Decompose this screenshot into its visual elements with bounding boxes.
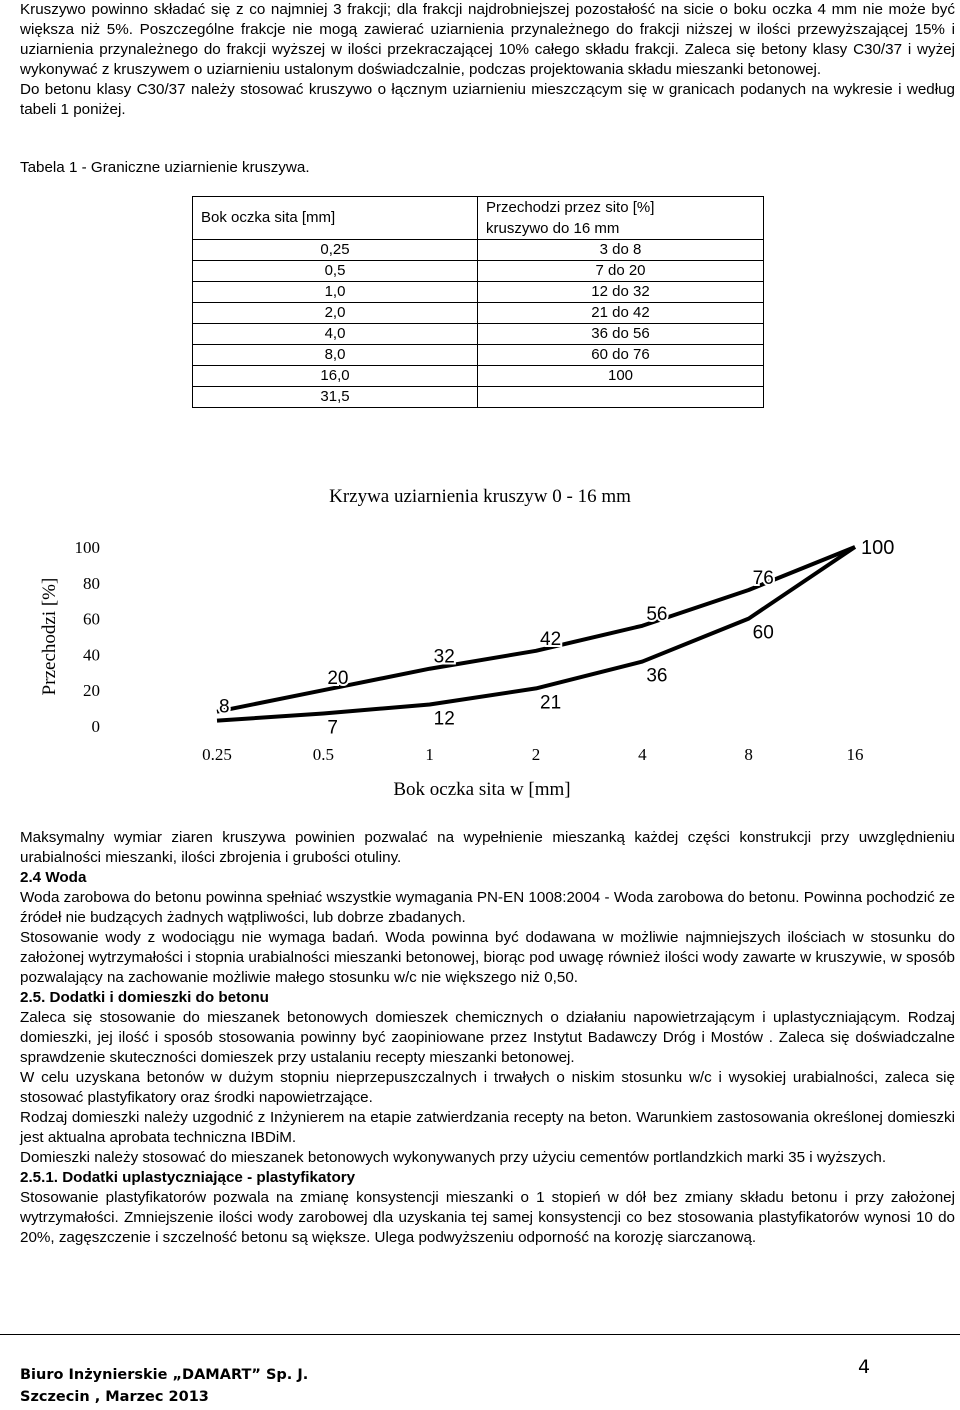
table-row <box>193 261 764 282</box>
footer-divider <box>0 1334 960 1335</box>
col2-header-line1: Przechodzi przez sito [%] <box>486 199 655 216</box>
intro-paragraph-1: Kruszywo powinno składać się z co najmniej 3 frakcji; dla frakcji najdrobniejszej pozostałość na sicie o boku oczka 4 mm nie może być większa niż 5%. Poszczególne frakcje nie mogą zawierać uziarnienia przynależnego do frakcji niższej w ilości przewyższającej 15% i uziarnienia przynależnego do frakcji wyższej w ilości przekraczającej 10% całego składu frakcji. Zaleca się betony klasy C30/37 i wyżej wykonywać z kruszywem o uziarnieniu ustalonym doświadczalnie, podczas projektowania składu mieszanki betonowej. <box>20 1 955 78</box>
sieve-cell: 0,5 <box>193 261 478 282</box>
data-label-upper: 20 <box>327 668 349 690</box>
x-tick-label: 0.25 <box>202 745 232 764</box>
range-cell: 3 do 8 <box>478 240 764 261</box>
y-tick-label: 20 <box>83 681 100 701</box>
data-label-upper: 56 <box>646 603 668 625</box>
range-cell: 60 do 76 <box>478 345 764 366</box>
data-label-upper: 32 <box>433 646 455 668</box>
x-axis-label: Bok oczka sita w [mm] <box>393 779 571 800</box>
x-tick-label: 1 <box>425 745 434 764</box>
table-row <box>193 387 764 408</box>
data-label-lower: 36 <box>646 665 668 687</box>
footer-info <box>20 1364 308 1408</box>
body-paragraph: Domieszki należy stosować do mieszanek betonowych wykonywanych przy użyciu cementów portlandzkich marki 35 i wyższych. <box>20 1149 887 1166</box>
data-label-lower: 21 <box>540 692 562 714</box>
page-number: 4 <box>858 1356 871 1378</box>
table-row <box>193 324 764 345</box>
y-tick-label: 80 <box>83 573 100 593</box>
range-cell: 100 <box>478 366 764 387</box>
data-label-upper: 100 <box>861 537 895 559</box>
section-heading: 2.4 Woda <box>20 869 87 886</box>
x-tick-label: 8 <box>744 745 753 764</box>
body-paragraph: Woda zarobowa do betonu powinna spełniać wszystkie wymagania PN-EN 1008:2004 - Woda zarobowa do betonu. Powinna pochodzić ze źródeł nie budzących żadnych wątpliwości, lub dobrze zbadanych. <box>20 889 955 926</box>
body-section <box>20 828 955 1248</box>
x-tick-label: 4 <box>638 745 647 764</box>
range-cell: 12 do 32 <box>478 282 764 303</box>
x-tick-label: 0.5 <box>312 745 334 764</box>
range-cell: 7 do 20 <box>478 261 764 282</box>
footer-place-date: Szczecin , Marzec 2013 <box>20 1389 209 1405</box>
table-caption: Tabela 1 - Graniczne uziarnienie kruszywa. <box>20 159 310 176</box>
range-cell <box>478 387 764 408</box>
body-paragraph: Stosowanie plastyfikatorów pozwala na zmianę konsystencji mieszanki o 1 stopień w dół bez zmiany składu betonu i przy założonej wytrzymałości. Zmniejszenie ilości wody zarobowej dla uzyskania tej samej konsystencji co bez stosowania plastyfikatorów wynosi 10 do 20%, zagęszczenie i szczelność betonu są większe. Ulega podwyższeniu odporność na korozję siarczanową. <box>20 1189 955 1246</box>
y-axis-label: Przechodzi [%] <box>39 577 60 696</box>
sieve-cell: 2,0 <box>193 303 478 324</box>
body-paragraph: Zaleca się stosowanie do mieszanek betonowych domieszek chemicznych o działaniu napowietrzającym i uplastyczniającym. Rodzaj domieszki, jej ilość i sposób stosowania powinny być zaopiniowane przez Instytut Badawczy Dróg i Mostów . Zaleca się doświadczalne sprawdzenie skuteczności domieszek przy ustalaniu recepty mieszanki betonowej. <box>20 1009 955 1066</box>
section-heading: 2.5. Dodatki i domieszki do betonu <box>20 989 269 1006</box>
table-row <box>193 282 764 303</box>
grading-curve-chart <box>0 478 960 818</box>
table-row <box>193 366 764 387</box>
y-tick-label: 100 <box>74 538 100 557</box>
section-heading: 2.5.1. Dodatki uplastyczniające - plastyfikatory <box>20 1169 356 1186</box>
sieve-cell: 1,0 <box>193 282 478 303</box>
chart-title: Krzywa uziarnienia kruszyw 0 - 16 mm <box>329 486 631 507</box>
intro-paragraph-2: Do betonu klasy C30/37 należy stosować kruszywo o łącznym uziarnieniu mieszczącym się w granicach podanych na wykresie i według tabeli 1 poniżej. <box>20 81 955 118</box>
y-tick-label: 0 <box>91 717 100 736</box>
col2-header-line2: kruszywo do 16 mm <box>486 220 620 237</box>
footer-company: Biuro Inżynierskie „DAMART” Sp. J. <box>20 1367 309 1383</box>
data-label-upper: 76 <box>752 567 774 589</box>
sieve-cell: 31,5 <box>193 387 478 408</box>
table-row <box>193 345 764 366</box>
col1-header: Bok oczka sita [mm] <box>193 197 478 240</box>
sieve-cell: 0,25 <box>193 240 478 261</box>
sieve-cell: 8,0 <box>193 345 478 366</box>
range-cell: 21 do 42 <box>478 303 764 324</box>
y-tick-label: 60 <box>83 609 100 629</box>
body-paragraph: Rodzaj domieszki należy uzgodnić z Inżynierem na etapie zatwierdzania recepty na beton. Warunkiem zastosowania określonej domieszki jest aktualna aprobata techniczna IBDiM. <box>20 1109 955 1146</box>
x-tick-label: 2 <box>531 745 541 764</box>
table-header-row <box>193 197 764 240</box>
body-paragraph: Stosowanie wody z wodociągu nie wymaga badań. Woda powinna być dodawana w możliwie najmniejszych ilościach w stosunku do założonej wytrzymałości i stopnia urabialności mieszanki betonowej, biorąc pod uwagę również ilości wody zawarte w kruszywie, w sposób pozwalający na zachowanie możliwie małego stosunku w/c nie większego niż 0,50. <box>20 929 955 986</box>
table-row <box>193 240 764 261</box>
x-tick-label: 16 <box>846 745 864 764</box>
data-label-lower: 7 <box>327 717 338 739</box>
body-paragraph: W celu uzyskana betonów w dużym stopniu nieprzepuszczalnych i trwałych o niskim stosunku w/c i wysokiej urabialności, zaleca się stosować plastyfikatory oraz środki napowietrzające. <box>20 1069 955 1106</box>
y-tick-label: 40 <box>83 645 100 665</box>
data-label-upper: 42 <box>540 628 562 650</box>
data-label-lower: 60 <box>752 622 774 644</box>
data-label-lower: 12 <box>433 708 455 730</box>
body-paragraph: Maksymalny wymiar ziaren kruszywa powinien pozwalać na wypełnienie mieszanką każdej części konstrukcji przy uwzględnieniu urabialności mieszanki, ilości zbrojenia i grubości otuliny. <box>20 829 955 866</box>
grading-table <box>192 196 764 408</box>
range-cell: 36 do 56 <box>478 324 764 345</box>
sieve-cell: 16,0 <box>193 366 478 387</box>
data-label-upper: 8 <box>219 696 230 718</box>
intro-section <box>20 0 955 120</box>
sieve-cell: 4,0 <box>193 324 478 345</box>
table-row <box>193 303 764 324</box>
col2-header <box>478 197 764 240</box>
